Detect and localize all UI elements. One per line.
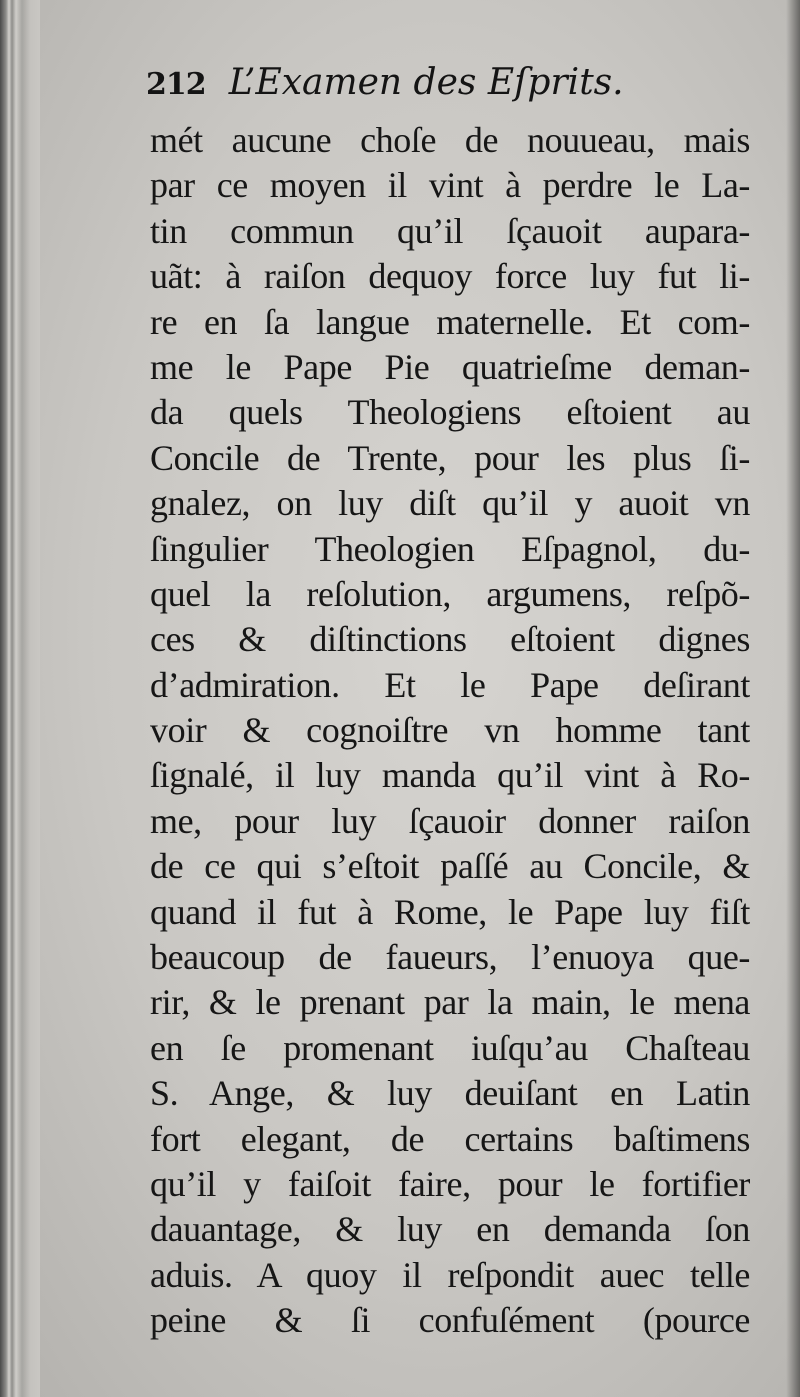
text-line: beaucoup de faueurs, l’enuoya que- — [150, 937, 750, 978]
text-line: fort elegant, de certains baſtimens — [150, 1118, 750, 1159]
text-line: qu’il y faiſoit faire, pour le fortifier — [150, 1163, 750, 1204]
text-line: gnalez, on luy diſt qu’il y auoit vn — [150, 483, 750, 524]
text-line: ces & diſtinctions eſtoient dignes — [150, 619, 750, 660]
text-line: voir & cognoiſtre vn homme tant — [150, 710, 750, 751]
text-line: ſignalé, il luy manda qu’il vint à Ro- — [150, 755, 750, 796]
text-line: de ce qui s’eſtoit paſſé au Concile, & — [150, 846, 750, 887]
page-gutter — [0, 0, 40, 1397]
page-edge-shadow — [786, 0, 800, 1397]
body-text — [150, 118, 750, 1344]
running-title: L’Examen des Eſprits. — [228, 62, 624, 103]
text-line: aduis. A quoy il reſpondit auec telle — [150, 1254, 750, 1295]
page-number: 212 — [146, 67, 206, 102]
text-line: en ſe promenant iuſqu’au Chaſteau — [150, 1027, 750, 1068]
text-line: peine & ſi confuſément (pource — [150, 1300, 750, 1341]
text-line: rir, & le prenant par la main, le mena — [150, 982, 750, 1023]
text-line: me, pour luy ſçauoir donner raiſon — [150, 800, 750, 841]
text-line: par ce moyen il vint à perdre le La- — [150, 165, 750, 206]
text-line: uãt: à raiſon dequoy force luy fut li- — [150, 256, 750, 297]
text-line: tin commun qu’il ſçauoit aupara- — [150, 210, 750, 251]
text-line: Concile de Trente, pour les plus ſi- — [150, 437, 750, 478]
text-line: d’admiration. Et le Pape deſirant — [150, 664, 750, 705]
text-line: re en ſa langue maternelle. Et com- — [150, 301, 750, 342]
text-line: quel la reſolution, argumens, reſpõ- — [150, 573, 750, 614]
page-header — [146, 62, 746, 112]
text-line: mét aucune choſe de nouueau, mais — [150, 120, 750, 160]
text-line: quand il fut à Rome, le Pape luy fiſt — [150, 891, 750, 932]
text-line: dauantage, & luy en demanda ſon — [150, 1209, 750, 1250]
text-line: S. Ange, & luy deuiſant en Latin — [150, 1073, 750, 1114]
text-line: da quels Theologiens eſtoient au — [150, 392, 750, 433]
text-line: me le Pape Pie quatrieſme deman- — [150, 346, 750, 387]
text-line: ſingulier Theologien Eſpagnol, du- — [150, 528, 750, 569]
